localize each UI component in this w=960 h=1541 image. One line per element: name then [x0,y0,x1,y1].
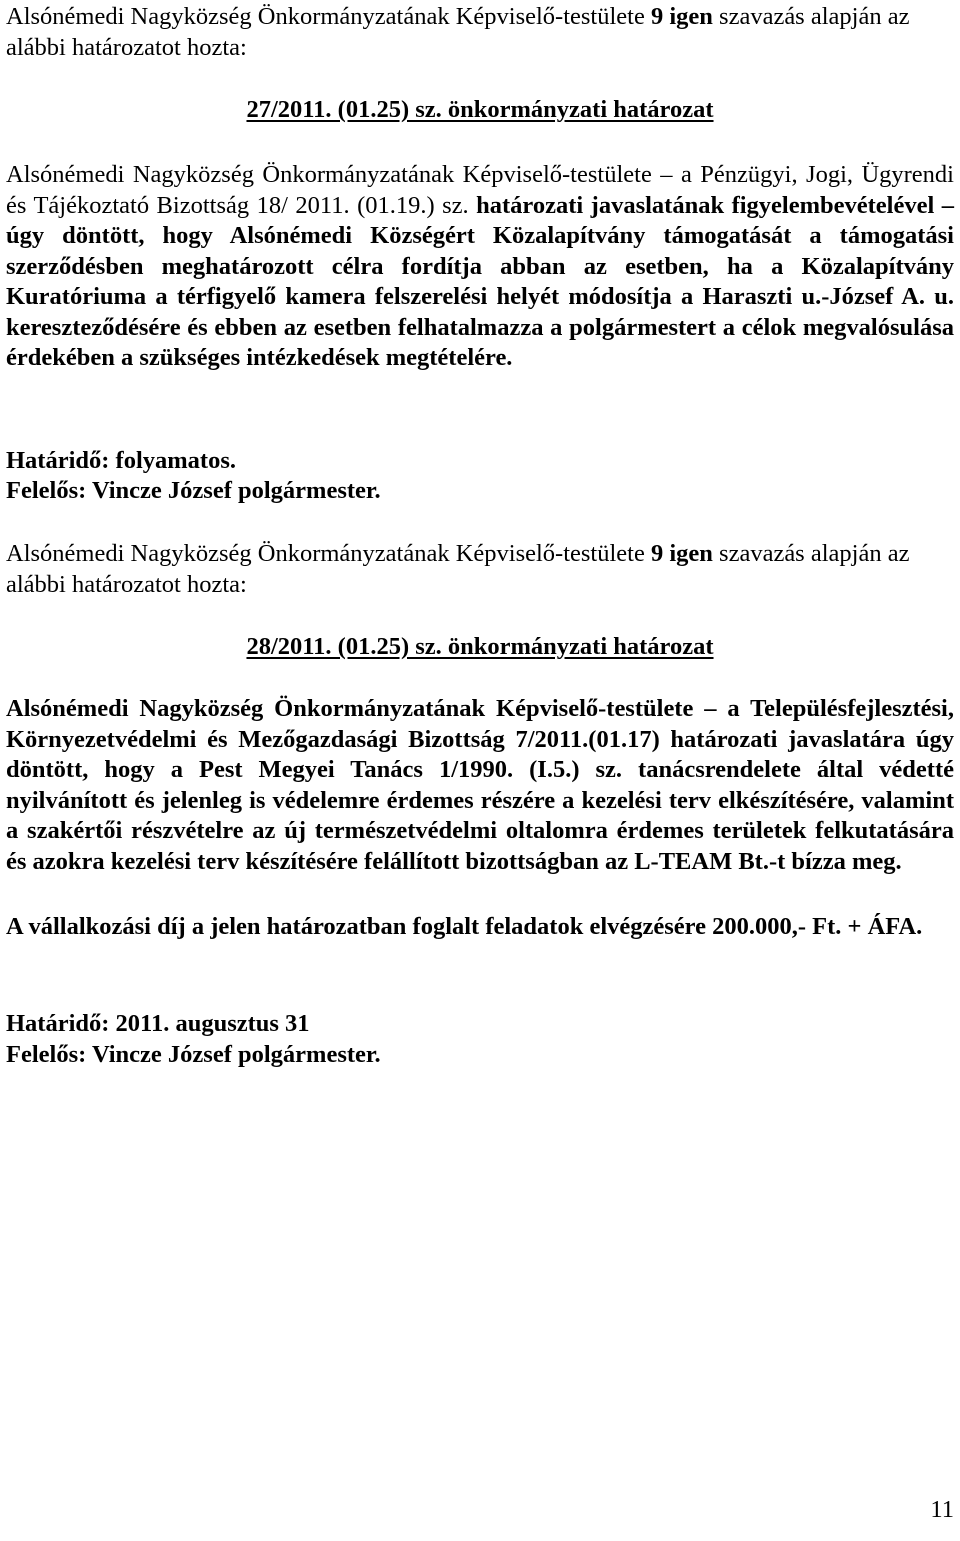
resolution-body-27 [6,160,954,374]
vote-statement-text: Alsónémedi Nagyközség Önkormányzatának Képviselő-testülete [6,3,651,30]
vote-statement-2 [6,539,954,600]
vote-count: 9 igen [650,540,713,567]
resolution-body-decision: határozati javaslatának figyelembevételével – úgy döntött, hogy Alsónémedi Községért Közalapítvány támogatását a támogatási szerződésben meghatározott célra fordítja abban az esetben, ha a Közalapítvány Kuratóriuma a térfigyelő kamera felszerelési helyét módosítja a Haraszti u.-József A. u. kereszteződésére és ebben az esetben felhatalmazza a polgármestert a célok megvalósulása érdekében a szükséges intézkedések megtételére. [6,191,954,371]
page-number: 11 [930,1496,954,1523]
vote-count: 9 igen [650,3,713,30]
resolution-title-28: 28/2011. (01.25) sz. önkormányzati határozat [246,633,714,660]
resolution-title-27: 27/2011. (01.25) sz. önkormányzati határozat [246,96,714,123]
vote-statement-text: Alsónémedi Nagyközség Önkormányzatának Képviselő-testülete [6,540,651,567]
responsible-27: Felelős: Vincze József polgármester. [6,477,381,504]
deadline-27: Határidő: folyamatos. [6,447,236,474]
resolution-body-28: Alsónémedi Nagyközség Önkormányzatának Képviselő-testülete – a Településfejlesztési, Környezetvédelmi és Mezőgazdasági Bizottság 7/2011.(01.17) határozati javaslatára úgy döntött, hogy a Pest Megyei Tanács 1/1990. (I.5.) sz. tanácsrendelete által védetté nyilvánított és jelenleg is védelemre érdemes részére a kezelési terv elkészítésére, valamint a szakértői részvételre az új természetvédelmi oltalomra érdemes területek felkutatására és azokra kezelési terv készítésére felállított bizottságban az L-TEAM Bt.-t bízza meg. [6,695,954,875]
responsible-28: Felelős: Vincze József polgármester. [6,1041,381,1068]
vote-statement-1 [6,2,954,63]
vote-statement-text: szavazás alapján az alábbi határozatot hozta: [6,3,910,61]
resolution-body-intro: Alsónémedi Nagyközség Önkormányzatának Képviselő-testülete – a Pénzügyi, Jogi, Ügyrendi és Tájékoztató Bizottság 18/ 2011. (01.19.) sz. [6,161,954,219]
fee-statement-28: A vállalkozási díj a jelen határozatban foglalt feladatok elvégzésére 200.000,- Ft. + ÁFA. [6,913,923,940]
vote-statement-text: szavazás alapján az alábbi határozatot hozta: [6,540,910,598]
deadline-28: Határidő: 2011. augusztus 31 [6,1010,310,1037]
